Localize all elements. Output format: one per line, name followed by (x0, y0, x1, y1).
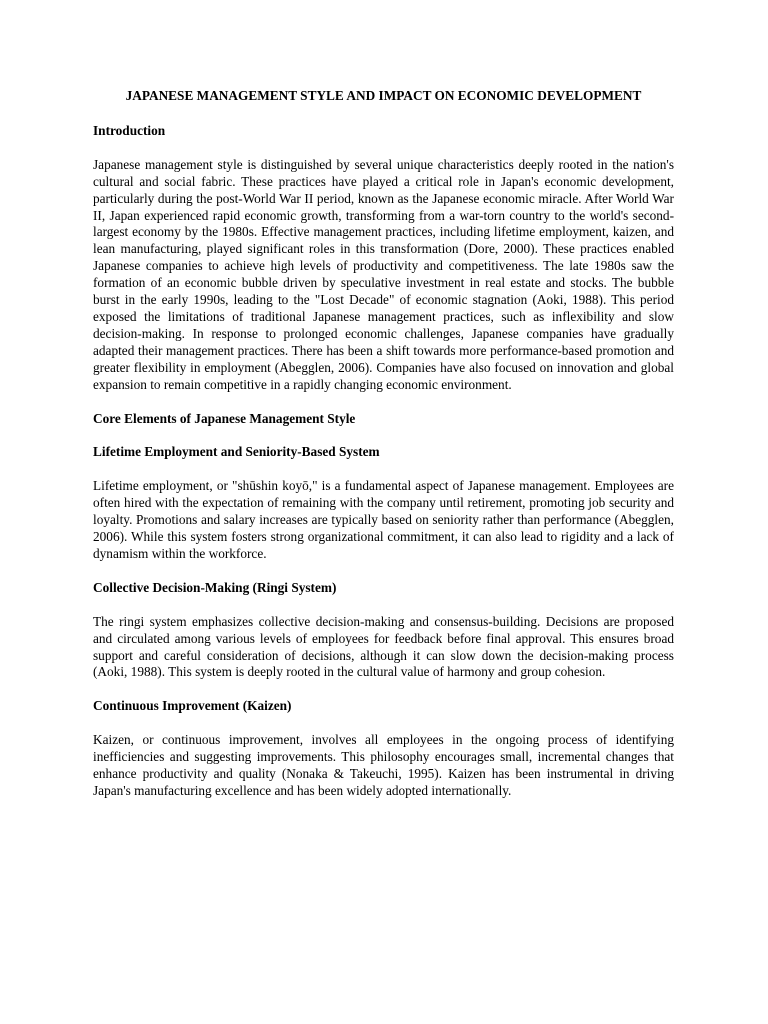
lifetime-employment-heading: Lifetime Employment and Seniority-Based System (93, 444, 380, 460)
document-page (93, 88, 674, 817)
document-title: JAPANESE MANAGEMENT STYLE AND IMPACT ON ECONOMIC DEVELOPMENT (125, 88, 642, 103)
lifetime-employment-paragraph: Lifetime employment, or "shūshin koyō," is a fundamental aspect of Japanese management. Employees are often hired with the expectation of remaining with the company until retirement, promoting job security and loyalty. Promotions and salary increases are typically based on seniority rather than performance (Abegglen, 2006). While this system fosters strong organizational commitment, it can also lead to rigidity and a lack of dynamism within the workforce. (93, 478, 674, 561)
ringi-system-paragraph: The ringi system emphasizes collective decision-making and consensus-building. Decisions are proposed and circulated among various levels of employees for feedback before final approval. This ensures broad support and careful consideration of decisions, although it can slow down the decision-making process (Aoki, 1988). This system is deeply rooted in the cultural value of harmony and group cohesion. (93, 613, 674, 680)
ringi-system-heading: Collective Decision-Making (Ringi System) (93, 579, 337, 595)
introduction-paragraph: Japanese management style is distinguished by several unique characteristics deeply rooted in the nation's cultural and social fabric. These practices have played a critical role in Japan's economic development, particularly during the post-World War II period, known as the Japanese economic miracle. After World War II, Japan experienced rapid economic growth, transforming from a war-torn country to the world's second-largest economy by the 1980s. Effective management practices, including lifetime employment, kaizen, and lean manufacturing, played significant roles in this transformation (Dore, 2000). These practices enabled Japanese companies to achieve high levels of productivity and competitiveness. The late 1980s saw the formation of an economic bubble driven by speculative investment in real estate and stocks. The bubble burst in the early 1990s, leading to the "Lost Decade" of economic stagnation (Aoki, 1988). This period exposed the limitations of traditional Japanese management practices, such as inflexibility and slow decision-making. In response to prolonged economic challenges, Japanese companies have gradually adapted their management practices. There has been a shift towards more performance-based promotion and greater flexibility in employment (Abegglen, 2006). Companies have also focused on innovation and global expansion to remain competitive in a rapidly changing economic environment. (93, 156, 674, 392)
introduction-heading: Introduction (93, 122, 166, 138)
kaizen-heading: Continuous Improvement (Kaizen) (93, 698, 292, 714)
core-elements-heading: Core Elements of Japanese Management Style (93, 410, 356, 426)
kaizen-paragraph: Kaizen, or continuous improvement, involves all employees in the ongoing process of identifying inefficiencies and suggesting improvements. This philosophy encourages small, incremental changes that enhance productivity and quality (Nonaka & Takeuchi, 1995). Kaizen has been instrumental in driving Japan's manufacturing excellence and has been widely adopted internationally. (93, 732, 674, 798)
